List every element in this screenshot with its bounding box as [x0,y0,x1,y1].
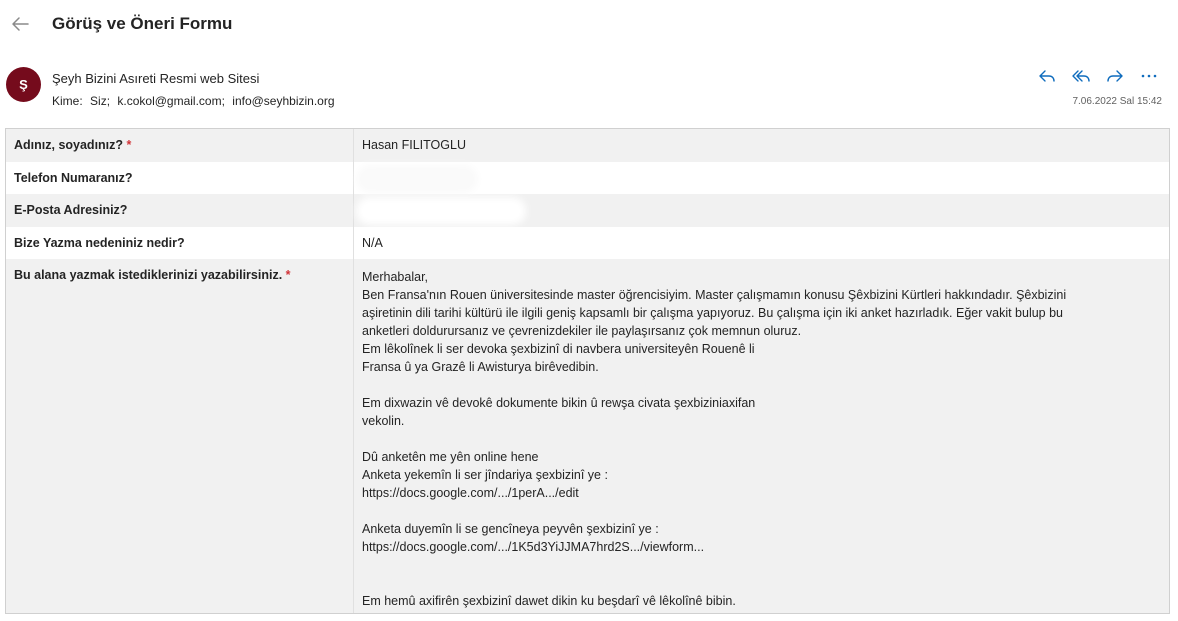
reply-icon [1038,68,1056,84]
required-mark: * [285,268,291,282]
redacted-phone [362,171,472,187]
form-row-phone [6,162,1169,194]
form-row-email [6,194,1169,227]
forward-icon [1106,68,1124,84]
reason-value: N/A [362,236,383,250]
reply-all-icon [1072,68,1090,84]
reply-button[interactable] [1034,65,1060,87]
field-label [6,259,354,614]
recipient[interactable]: info@seyhbizin.org [232,94,335,108]
sent-date: 7.06.2022 Sal 15:42 [1072,96,1162,107]
phone-label: Telefon Numaranız? [6,162,354,194]
sender-name[interactable]: Şeyh Bizini Asıreti Resmi web Sitesi [52,71,260,86]
phone-value [354,162,1169,194]
redacted-email [362,203,520,219]
email-label: E-Posta Adresiniz? [6,194,354,227]
recipient[interactable]: Siz; [90,94,111,108]
name-value: Hasan FILITOGLU [362,138,466,152]
back-button[interactable] [8,12,32,36]
form-row-name [6,129,1169,162]
reply-all-button[interactable] [1068,65,1094,87]
name-label: Adınız, soyadınız? [14,138,124,152]
email-subject: Görüş ve Öneri Formu [52,14,233,33]
message-actions [1034,65,1162,87]
reading-pane-header [0,0,1178,50]
reason-label: Bize Yazma nedeniniz nedir? [6,227,354,259]
back-arrow-icon [8,12,32,36]
recipient[interactable]: k.cokol@gmail.com; [117,94,225,108]
email-value [354,194,1169,227]
form-row-reason [6,227,1169,259]
to-label: Kime: [52,94,83,108]
more-actions-button[interactable] [1136,65,1162,87]
form-row-message [6,259,1169,614]
more-icon [1140,68,1158,84]
form-submission-table [5,128,1170,614]
recipients-line [52,94,339,108]
avatar[interactable]: Ş [6,67,41,102]
required-mark: * [126,138,132,152]
forward-button[interactable] [1102,65,1128,87]
message-value: Merhabalar, Ben Fransa'nın Rouen üniversitesinde master öğrencisiyim. Master çalışmamın konusu Şêxbizini Kürtleri hakkındadır. Şêxbizini aşiretinin dili tarihi kültürü ile ilgili geniş kapsamlı bir çalışma yapıyoruz. Bu çalışma için iki anket hazırladık. Eğer vakit bulup bu anketleri doldurursanız ve çevrenizdekiler ile paylaşırsanız çok memnun oluruz. Em lêkolînek li ser devoka şexbizinî di navbera universiteyên Rouenê li Fransa û ya Grazê li Awisturya birêvedibin. Em dixwazin vê devokê dokumente bikin û rewşa civata şexbiziniaxifan vekolin. Dû anketên me yên online hene Anketa yekemîn li ser jîndariya şexbizinî ye : https://docs.google.com/.../1perA.../edit Anketa duyemîn li se gencîneya peyvên şexbizinî ye : https://docs.google.com/.../1K5d3YiJJMA7hrd2S.../viewform... Em hemû axifirên şexbizinî dawet dikin ku beşdarî vê lêkolînê bibin. [362,270,1067,608]
field-label [6,129,354,162]
message-label: Bu alana yazmak istediklerinizi yazabilirsiniz. [14,268,283,282]
